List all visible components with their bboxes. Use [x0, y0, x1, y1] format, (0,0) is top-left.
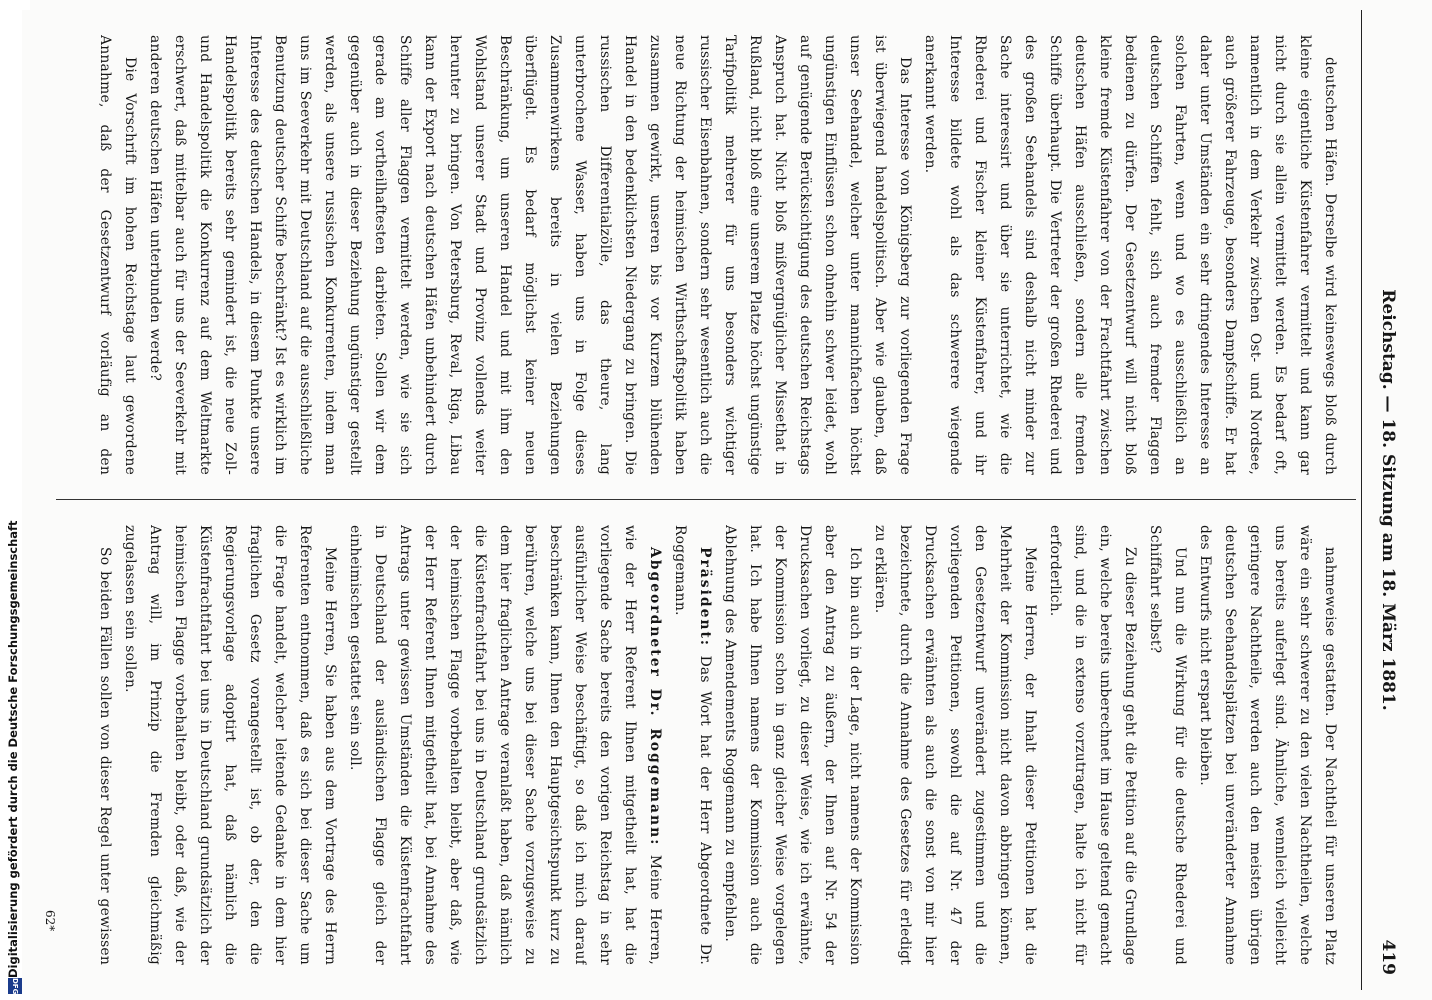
right-column — [92, 525, 1342, 965]
paragraph: nahmeweise gestatten. Der Nachtheil für unseren Platz wäre ein sehr schwerer zu den vielen Nachtheilen, welche uns bereits auferlegt sind. Ähnliche, wennleich vielleicht geringere Nachtheile, werden auch den meisten übrigen deutschen Seehandelsplätzen bei unveränderter Annahme des Entwurfs nicht erspart bleiben. — [1197, 525, 1338, 965]
speaker-name: Abgeordneter Dr. Roggemann: — [647, 547, 663, 847]
speaker-name: Präsident: — [697, 547, 713, 648]
paragraph: Die Vorschrift im hohen Reichstage laut gewordene Annahme, daß der Gesetzentwurf vorläufig an den — [97, 35, 138, 475]
document-page — [22, 10, 1412, 990]
paragraph: Abgeordneter Dr. Roggemann: Meine Herren, wie der Herr Referent Ihnen mitgetheilt hat, hat die vorliegende Sache bereits den vorigen Reichstag in sehr ausführlicher Weise beschäftigt, so daß ich mich darauf beschränken kann, Ihnen den Hauptgesichtspunkt kurz zu berühren, welche uns bei dieser Sache vorzugsweise zu dem hier fraglichen Antrage veranlaßt haben, daß nämlich die Küstenfrachtfahrt bei uns in Deutschland grundsätzlich der heimischen Flagge vorbehalten bleibt, aber daß, wie der Herr Referent Ihnen mitgetheilt hat, bei Annahme des Antrags unter gewissen Umständen die Küstenfrachtfahrt in Deutschland der ausländischen Flagge gleich der einheimischen gestattet sein soll. — [347, 525, 663, 965]
left-column — [92, 35, 1342, 475]
funding-note: Digitalisierung gefördert durch die Deutsche Forschungsgemeinschaft — [6, 520, 20, 978]
paragraph: Meine Herren, Sie haben aus dem Vortrage des Herrn Referenten entnommen, daß es sich bei dieser Sache um die Frage handelt, welcher leitende Gedanke in dem hier fraglichen Gesetz vorangestellt ist, ob der, den die Regierungsvorlage adoptirt hat, daß nämlich die Küstenfrachtfahrt bei uns in Deutschland grundsätzlich der heimischen Flagge vorbehalten bleibt, oder daß, wie der Antrag will, im Prinzip die Fremden gleichmäßig zugelassen sein sollen. — [122, 525, 338, 965]
paragraph: deutschen Häfen. Derselbe wird keineswegs bloß durch kleine eigentliche Küstenfahrer vermittelt und kann gar nicht durch sie allein vermittelt werden. Es bedarf oft, namentlich in dem Verkehr zwischen Ost- und Nordsee, auch größerer Fahrzeuge, besonders Dampfschiffe. Er hat daher unter Umständen ein sehr dringendes Interesse an solchen Fahrten, wenn und wo es ausschließlich an deutschen Schiffen fehlt, sich auch fremder Flaggen bedienen zu dürfen. Der Gesetzentwurf will nicht bloß kleine fremde Küstenfahrer von der Frachtfahrt zwischen deutschen Häfen ausschließen, sondern alle fremden Schiffe überhaupt. Die Vertreter der großen Rhederei und des großen Seehandels sind deshalb nicht minder zur Sache interessirt und über sie unterrichtet, wie die Rhederei und Fischer kleiner Küstenfahrer, und ihr Interesse bildete wohl als das schwerere wiegende anerkannt werden. — [922, 35, 1338, 475]
paragraph: Meine Herren, der Inhalt dieser Petitionen hat die Mehrheit der Kommission nicht davon abbringen können, den Gesetzentwurf unverändert zugestimmen und die vorliegenden Petitionen, sowohl die auf Nr. 47 der Drucksachen erwähnten als auch die sonst von mir hier bezeichnete, durch die Annahme des Gesetzes für erledigt zu erklären. — [872, 525, 1038, 965]
page-header — [1361, 10, 1412, 990]
paragraph: Ich bin auch in der Lage, nicht namens der Kommission aber den Antrag zu äußern, der Ihnen auf Nr. 54 der Drucksachen vorliegt, zu dieser Weise, wie ich erwähnte, der Kommission schon in ganz gleicher Weise vorgelegen hat. Ich habe Ihnen namens der Kommission auch die Ablehnung des Amendements Roggemann zu empfehlen. — [722, 525, 863, 965]
signature-mark: 62* — [43, 910, 57, 932]
paragraph: Zu dieser Beziehung geht die Petition auf die Grundlage ein, welche bereits unberechnet im Hause geltend gemacht sind, und die in extenso vorzutragen, halte ich nicht für erforderlich. — [1047, 525, 1138, 965]
column-divider — [56, 499, 1356, 500]
session-title: Reichstag. — 18. Sitzung am 18. März 1881. — [1378, 289, 1398, 711]
page-number: 419 — [1378, 939, 1398, 975]
paragraph: Das Interesse von Königsberg zur vorliegenden Frage ist überwiegend handelspolitisch. Aber wie glauben, daß unser Seehandel, welcher unter mannichfachen höchst ungünstigen Einflüssen schon ohnehin schwer leidet, wohl auf genügende Berücksichtigung des deutschen Reichstags Anspruch hat. Nicht bloß mißvergnüglicher Missethat in Rußland, nicht bloß eine unserem Platze höchst ungünstige Tarifpolitik mehrerer für uns besonders wichtiger russischer Eisenbahnen, sondern sehr wesentlich auch die neue Richtung der heimischen Wirthschaftspolitik haben zusammen gewirkt, unseren bis vor Kurzem blühenden Handel in den bedenklichsten Niedergang zu bringen. Die russischen Differentialzölle, das theure, lang unterbrochene Wasser, haben uns in Folge dieses Zusammenwirkens bereits in vielen Beziehungen überflügelt. Es bedarf möglichst keiner neuen Beschränkung, um unseren Handel und mit ihm den Wohlstand unserer Stadt und Provinz vollends weiter herunter zu bringen. Von Petersburg, Reval, Riga, Libau kann der Export nach deutschen Häfen unbehindert durch Schiffe aller Flaggen vermittelt werden, wie sie sich gerade am vortheilhaftesten darbieten. Sollen wir dem gegenüber auch in dieser Beziehung ungünstiger gestellt werden, als unsere russischen Konkurrenten, indem man uns im Seeverkehr mit Deutschland auf die ausschließliche Benutzung deutscher Schiffe beschränkt? Ist es wirklich im Interesse des deutschen Handels, in diesem Punkte unsere Handelspolitik bereits sehr gemindert ist, die neue Zoll- und Handelspolitik die Konkurrenz auf dem Weltmarkte erschwert, daß mittelbar auch für uns der Seeverkehr mit anderen deutschen Häfen unterbunden werde? — [147, 35, 913, 475]
paragraph: So beiden Fällen sollen von dieser Regel unter gewissen — [97, 547, 113, 965]
paragraph: Präsident: Das Wort hat der Herr Abgeordnete Dr. Roggemann. — [672, 525, 713, 965]
paragraph: Und nun die Wirkung für die deutsche Rhederei und Schiffahrt selbst? — [1147, 525, 1188, 965]
dfg-logo-icon: DFG — [8, 978, 22, 994]
